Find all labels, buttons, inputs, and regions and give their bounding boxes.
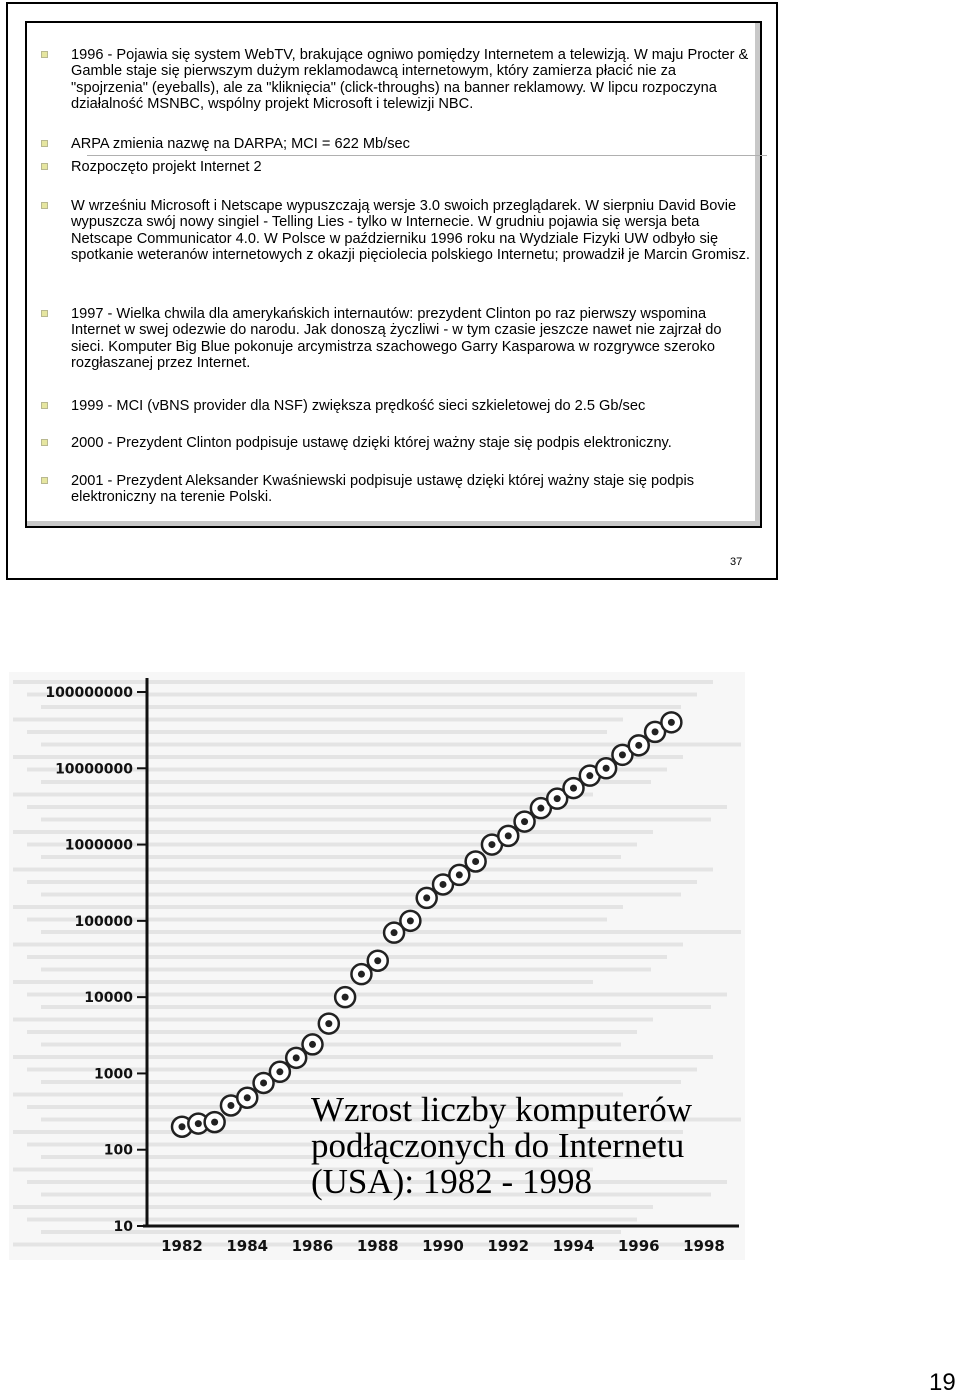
texture-line [41, 818, 711, 822]
texture-line [27, 880, 697, 884]
data-point-center [668, 719, 675, 726]
x-tick-label: 1998 [683, 1237, 725, 1255]
data-point [629, 735, 649, 755]
data-point-center [325, 1020, 332, 1027]
texture-line [41, 968, 651, 972]
data-point-center [423, 894, 430, 901]
square-bullet-icon [41, 163, 48, 170]
bullet-text: W wrześniu Microsoft i Netscape wypuszczają wersje 3.0 swoich przeglądarek. W sierpniu David Bovie wypuszcza swój nowy singiel - Telling Lies - tylko w Internecie. W grudniu pojawia się wersja beta Netscape Communicator 4.0. W Polsce w październiku 1996 roku na Wydziale Fizyki UW odbyło się spotkanie weteranów internetowych z okazji pięciolecia polskiego Internetu; prowadził je Marcin Gromisz. [71, 198, 750, 263]
data-point [466, 851, 486, 871]
square-bullet-icon [41, 477, 48, 484]
bullet-text: 1997 - Wielka chwila dla amerykańskich internautów: prezydent Clinton po raz pierwszy wspomina Internet w swej odezwie do narodu. Jak donoszą życzliwi - w tym czasie jeszcze nawet nie zajrzał do sieci. Komputer Big Blue pokonuje arcymistrza szachowego Garry Kasparowa w rozgrywce szeroko rozgłaszanej przez Internet. [71, 306, 726, 371]
texture-line [13, 905, 623, 909]
texture-line [41, 1080, 681, 1084]
texture-line [41, 893, 681, 897]
bullet-item [41, 435, 751, 451]
data-point-center [554, 795, 561, 802]
x-tick-label: 1996 [617, 1237, 660, 1255]
data-point-center [488, 841, 495, 848]
y-tick-label: 10000 [84, 990, 133, 1007]
texture-line [41, 855, 621, 859]
data-point-center [244, 1094, 251, 1101]
data-point [417, 888, 437, 908]
data-point [335, 987, 355, 1007]
y-tick-labels [45, 685, 147, 1235]
data-point-center [342, 994, 349, 1001]
bullet-text: 1996 - Pojawia się system WebTV, brakujące ogniwo pomiędzy Internetem a telewizją. W maju Procter & Gamble staje się pierwszym dużym reklamodawcą internetowym, który zamierza płacić nie za "spojrzenia" (eyeballs), ale za "kliknięcia" (click-throughs) na banner reklamowy. W lipcu rozpoczyna działalność MSNBC, wspólny projekt Microsoft i telewizji NBC. [71, 47, 753, 112]
square-bullet-icon [41, 140, 48, 147]
texture-line [27, 805, 727, 809]
data-point [319, 1014, 339, 1034]
data-point-center [586, 772, 593, 779]
x-tick-label: 1992 [487, 1237, 530, 1255]
bullet-text: 1999 - MCI (vBNS provider dla NSF) zwiększa prędkość sieci szkieletowej do 2.5 Gb/sec [71, 398, 646, 414]
data-point-center [472, 858, 479, 865]
data-point-center [505, 832, 512, 839]
data-point-center [570, 785, 577, 792]
divider [87, 155, 767, 156]
data-point-center [619, 751, 626, 758]
x-tick-label: 1986 [291, 1237, 334, 1255]
texture-line [13, 718, 623, 722]
data-point [368, 951, 388, 971]
data-point-center [456, 871, 463, 878]
y-tick-label: 100000 [74, 913, 133, 930]
square-bullet-icon [41, 202, 48, 209]
texture-line [41, 705, 681, 709]
data-points [172, 712, 681, 1136]
data-point-center [227, 1102, 234, 1109]
page-number: 19 [929, 1369, 956, 1396]
bullet-item [41, 398, 751, 414]
texture-line [13, 1055, 713, 1059]
data-point [303, 1034, 323, 1054]
y-tick-label: 1000 [94, 1066, 133, 1083]
data-point-center [635, 742, 642, 749]
square-bullet-icon [41, 402, 48, 409]
texture-line [13, 830, 653, 834]
data-point-center [260, 1079, 267, 1086]
y-tick-label: 10000000 [55, 761, 133, 778]
bullet-text: ARPA zmienia nazwę na DARPA; MCI = 622 Mb/sec [71, 136, 410, 152]
data-point-center [440, 881, 447, 888]
texture-line [41, 1043, 621, 1047]
texture-line [13, 980, 593, 984]
data-point [270, 1062, 290, 1082]
texture-line [13, 943, 683, 947]
data-point [596, 758, 616, 778]
data-point [237, 1088, 257, 1108]
bullet-item [41, 306, 751, 371]
data-point-center [374, 957, 381, 964]
slide-content [25, 21, 762, 528]
data-point-center [358, 971, 365, 978]
data-point [498, 826, 518, 846]
square-bullet-icon [41, 51, 48, 58]
slide-frame [6, 2, 778, 580]
data-point-center [603, 765, 610, 772]
data-point-center [391, 929, 398, 936]
chart-title: Wzrost liczby komputerów podłączonych do Internetu (USA): 1982 - 1998 [311, 1090, 693, 1201]
x-tick-label: 1988 [356, 1237, 399, 1255]
data-point-center [309, 1041, 316, 1048]
internet-growth-chart [9, 672, 745, 1260]
bullet-text: 2001 - Prezydent Aleksander Kwaśniewski podpisuje ustawę dzięki której ważny staje się podpis elektroniczny na terenie Polski. [71, 473, 699, 506]
data-point-center [521, 818, 528, 825]
bullet-item [41, 198, 751, 263]
data-point-center [407, 917, 414, 924]
bullet-item [41, 136, 751, 152]
texture-line [27, 730, 607, 734]
data-point [449, 865, 469, 885]
data-point [515, 812, 535, 832]
x-tick-label: 1984 [226, 1237, 269, 1255]
texture-line [41, 780, 651, 784]
y-tick-label: 10 [113, 1219, 133, 1235]
bullet-item [41, 473, 751, 506]
texture-line [13, 680, 713, 684]
data-point-center [293, 1054, 300, 1061]
bullet-item [41, 47, 751, 112]
texture-line [27, 955, 667, 959]
x-tick-label: 1982 [161, 1237, 203, 1255]
data-point-center [652, 728, 659, 735]
texture-line [41, 1005, 711, 1009]
data-point-center [195, 1120, 202, 1127]
data-point-center [211, 1119, 218, 1126]
square-bullet-icon [41, 439, 48, 446]
data-point-center [276, 1068, 283, 1075]
x-tick-labels [161, 1237, 725, 1255]
data-point [286, 1048, 306, 1068]
data-point [205, 1112, 225, 1132]
data-point [400, 911, 420, 931]
data-point [351, 964, 371, 984]
x-tick-label: 1990 [422, 1237, 464, 1255]
y-tick-label: 100000000 [45, 685, 133, 701]
texture-line [13, 793, 593, 797]
y-tick-label: 100 [103, 1142, 133, 1159]
y-tick-label: 1000000 [64, 837, 133, 854]
data-point [661, 712, 681, 732]
square-bullet-icon [41, 310, 48, 317]
texture-line [13, 1205, 653, 1209]
x-tick-label: 1994 [552, 1237, 595, 1255]
data-point-center [537, 805, 544, 812]
slide-page-number: 37 [730, 556, 743, 568]
bullet-item [41, 159, 751, 175]
texture-line [13, 868, 713, 872]
bullet-list [27, 23, 760, 526]
texture-line [13, 755, 683, 759]
bullet-text: 2000 - Prezydent Clinton podpisuje ustawę dzięki której ważny staje się podpis elektroniczny. [71, 435, 672, 451]
bullet-text: Rozpoczęto projekt Internet 2 [71, 159, 262, 175]
data-point-center [179, 1123, 186, 1130]
